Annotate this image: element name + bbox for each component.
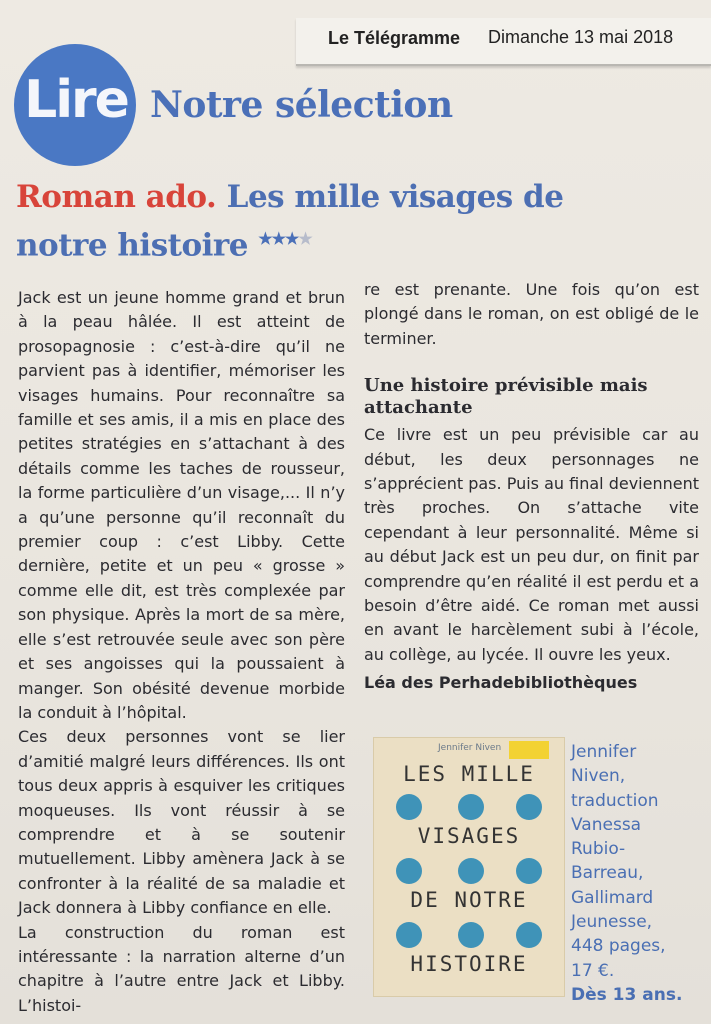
detail-line: 17 €. xyxy=(571,960,615,981)
article-column-2 xyxy=(364,278,699,696)
cover-face-dot xyxy=(516,922,542,948)
detail-line: Barreau, xyxy=(571,863,644,884)
cover-sticker xyxy=(509,741,549,759)
paragraph: Ce livre est un peu prévisible car au début, les deux personnages ne s’apprécient pas. Puis au final deviennent très proches. On s’attache vite cependant à leur personnalité. Même si au début Jack est un peu dur, on finit par comprendre qu’en réalité il est perdu et a besoin d’être aidé. Ce roman met aussi en avant le harcèlement subi à l’école, au collège, au lycée. Il ouvre les yeux. xyxy=(364,425,699,664)
paragraph: La construction du roman est intéressante : la narration alterne d’un chapitre à l’autre entre Jack et Libby. L’histoi- xyxy=(18,922,345,1015)
detail-line: traduction xyxy=(571,790,659,811)
cover-face-dot xyxy=(458,794,484,820)
headline-title: Les mille visages de notre histoire xyxy=(16,179,564,264)
detail-line: Jeunesse, xyxy=(571,912,653,933)
cover-face-dot xyxy=(396,858,422,884)
cover-title-line: HISTOIRE xyxy=(410,952,528,976)
cover-title-line: LES MILLE xyxy=(403,762,535,786)
cover-author: Jennifer Niven xyxy=(438,743,502,753)
section-badge-label: Lire xyxy=(24,70,128,130)
article-column-1 xyxy=(18,286,345,1018)
detail-line: Jennifer xyxy=(571,742,637,762)
article-subhead: Une histoire prévisible mais attachante xyxy=(364,375,648,419)
rating-stars: ★★★★ xyxy=(258,229,312,248)
newspaper-name: Le Télégramme xyxy=(328,28,461,48)
detail-line: 448 pages, xyxy=(571,936,666,957)
article-headline xyxy=(16,176,576,266)
headline-kicker: Roman ado. xyxy=(16,179,217,215)
detail-line: Gallimard xyxy=(571,887,654,908)
detail-line: Vanessa xyxy=(571,814,642,835)
age-recommendation: Dès 13 ans. xyxy=(571,984,683,1005)
author-signature: Léa des Perhadebibliothèques xyxy=(364,673,638,693)
cover-face-dot xyxy=(516,858,542,884)
paragraph: re est prenante. Une fois qu’on est plongé dans le roman, on est obligé de le terminer. xyxy=(364,280,699,348)
paragraph: Jack est un jeune homme grand et brun à la peau hâlée. Il est atteint de prosopagnosie : c’est-à-dire qu’il ne parvient pas à identifier, mémoriser les visages humains. Pour reconnaître sa famille et ses amis, il a mis en place des petites stratégies en s’attachant à des détails comme les taches de rousseur, la forme particulière d’un visage,... Il n’y a qu’une personne qu’il reconnaît du premier coup : c’est Libby. Cette dernière, petite et un peu « grosse » comme elle dit, est très complexée par son physique. Après la mort de sa mère, elle s’est retrouvée seule avec son père et ses angoisses qui la poussaient à manger. Son obésité devenue morbide la conduit à l’hôpital. xyxy=(18,288,345,722)
cover-face-dot xyxy=(396,922,422,948)
cover-face-dot xyxy=(516,794,542,820)
detail-line: Niven, xyxy=(571,766,626,787)
book-cover xyxy=(374,738,564,996)
section-title: Notre sélection xyxy=(150,84,453,126)
cover-face-dot xyxy=(458,858,484,884)
issue-date: Dimanche 13 mai 2018 xyxy=(488,27,674,47)
detail-line: Rubio- xyxy=(571,839,626,860)
cover-face-dot xyxy=(458,922,484,948)
book-details xyxy=(571,740,701,1007)
cover-title-line: VISAGES xyxy=(417,824,521,848)
cover-title-line: DE NOTRE xyxy=(410,888,528,912)
paragraph: Ces deux personnes vont se lier d’amitié malgré leurs différences. Ils ont tous deux appris à esquiver les critiques moqueuses. Ils vont réussir à se comprendre et à se soutenir mutuellement. Libby amènera Jack à se confronter à la réalité de sa maladie et Jack donnera à Libby confiance en elle. xyxy=(18,727,345,918)
cover-face-dot xyxy=(396,794,422,820)
